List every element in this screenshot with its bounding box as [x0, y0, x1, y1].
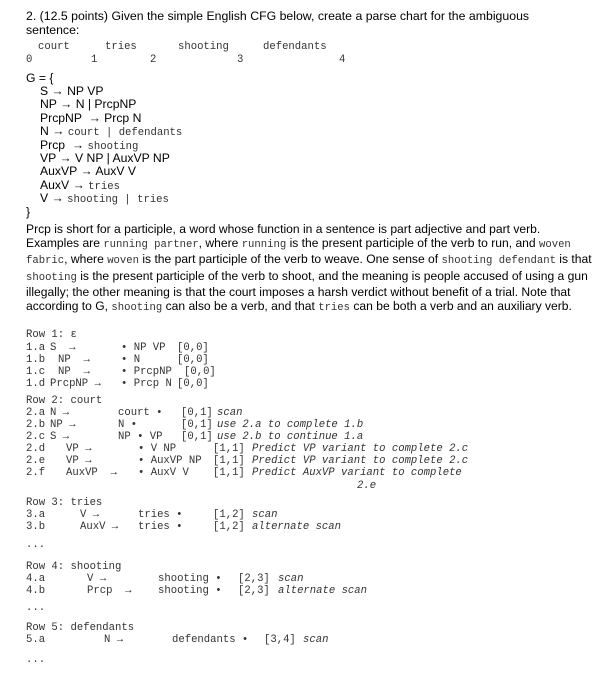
position-index: 1: [91, 54, 98, 66]
chart-item-span: [1,1]: [213, 443, 245, 455]
chart-item-span: [0,1]: [181, 419, 213, 431]
grammar-rule: N → court | defendants: [40, 124, 183, 139]
chart-item-id: 1.a: [26, 342, 46, 354]
chart-item-rhs: • PrcpNP: [121, 366, 172, 378]
chart-item-lhs: S →: [50, 431, 70, 443]
chart-item-note: alternate scan: [252, 521, 342, 533]
chart-item-id: 2.e: [26, 455, 46, 467]
grammar-rule: S → NP VP: [40, 84, 104, 98]
chart-item-note-continuation: 2.e: [357, 480, 377, 492]
chart-row-header: Row 2: court: [26, 395, 103, 407]
chart-item-span: [0,1]: [181, 407, 213, 419]
chart-item-lhs: V →: [80, 509, 100, 521]
chart-item-lhs: V →: [87, 573, 107, 585]
ellipsis: ...: [26, 539, 46, 551]
chart-item-span: [0,0]: [177, 378, 209, 390]
grammar-rule: PrcpNP → Prcp N: [40, 111, 142, 125]
chart-row-header: Row 1: ε: [26, 329, 77, 341]
sentence-word: shooting: [178, 41, 229, 53]
chart-row-header: Row 5: defendants: [26, 622, 135, 634]
chart-item-rhs: • AuxV V: [138, 467, 189, 479]
chart-item-span: [3,4]: [264, 634, 296, 646]
sentence-word: tries: [105, 41, 137, 53]
chart-item-note: Predict AuxVP variant to complete: [252, 467, 462, 479]
grammar-rule: NP → N | PrcpNP: [40, 97, 137, 111]
chart-item-id: 2.d: [26, 443, 46, 455]
grammar-rule: V → shooting | tries: [40, 191, 169, 206]
chart-item-lhs: PrcpNP →: [50, 378, 101, 390]
chart-item-rhs: tries •: [138, 509, 183, 521]
chart-item-lhs: NP →: [58, 354, 90, 366]
chart-item-note: Predict VP variant to complete 2.c: [252, 443, 469, 455]
chart-item-lhs: S →: [50, 342, 76, 354]
question-line-1: 2. (12.5 points) Given the simple English CFG below, create a parse chart for the ambiguous: [26, 9, 530, 23]
chart-item-rhs: • NP VP: [121, 342, 166, 354]
chart-row-header: Row 4: shooting: [26, 561, 122, 573]
chart-item-id: 2.f: [26, 467, 46, 479]
chart-item-lhs: NP →: [58, 366, 90, 378]
chart-item-rhs: • AuxVP NP: [138, 455, 202, 467]
position-index: 2: [150, 54, 157, 66]
chart-item-span: [1,2]: [213, 509, 245, 521]
chart-item-rhs: • V NP: [138, 443, 177, 455]
sentence-word: defendants: [263, 41, 327, 53]
question-line-2: sentence:: [26, 23, 80, 37]
chart-item-note: scan: [217, 407, 243, 419]
chart-item-note: scan: [303, 634, 329, 646]
chart-item-id: 4.a: [26, 573, 46, 585]
chart-item-rhs: court •: [118, 407, 163, 419]
chart-item-rhs: NP • VP: [118, 431, 163, 443]
chart-item-span: [1,1]: [213, 467, 245, 479]
grammar-open: G = {: [26, 71, 54, 85]
chart-row-header: Row 3: tries: [26, 497, 103, 509]
chart-item-span: [0,0]: [177, 354, 209, 366]
participle-explanation: Prcp is short for a participle, a word whose function in a sentence is part adjective and part verb. Examples are running partner, where running is the present participle of the verb to run, and woven fabric, where woven is the part participle of the verb to weave. One sense of shooting defendant is that shooting is the present participle of the verb to shoot, and the meaning is people accused of using a gun illegally; the other meaning is that the court imposes a harsh verdict without benefit of a trial. Note that according to G, shooting can also be a verb, and that tries can be both a verb and an auxiliary verb.: [26, 222, 592, 315]
chart-item-lhs: N →: [50, 407, 70, 419]
chart-item-lhs: NP →: [50, 419, 76, 431]
chart-item-id: 2.b: [26, 419, 46, 431]
chart-item-id: 1.d: [26, 378, 46, 390]
sentence-word: court: [38, 41, 70, 53]
chart-item-id: 1.c: [26, 366, 46, 378]
ellipsis: ...: [26, 602, 46, 614]
chart-item-lhs: N →: [104, 634, 124, 646]
chart-item-id: 5.a: [26, 634, 46, 646]
position-index: 3: [237, 54, 244, 66]
chart-item-rhs: tries •: [138, 521, 183, 533]
chart-item-span: [0,0]: [184, 366, 216, 378]
chart-item-span: [1,2]: [213, 521, 245, 533]
chart-item-rhs: shooting •: [158, 573, 222, 585]
chart-item-lhs: AuxV →: [80, 521, 119, 533]
chart-item-id: 1.b: [26, 354, 46, 366]
grammar-close: }: [26, 205, 31, 219]
chart-item-span: [1,1]: [213, 455, 245, 467]
chart-item-span: [2,3]: [238, 585, 270, 597]
chart-item-rhs: • N: [121, 354, 141, 366]
chart-item-lhs: AuxVP →: [66, 467, 117, 479]
ellipsis: ...: [26, 654, 46, 666]
position-index: 4: [339, 54, 346, 66]
chart-item-lhs: Prcp →: [87, 585, 132, 597]
grammar-rule: AuxV → tries: [40, 178, 120, 193]
chart-item-id: 2.c: [26, 431, 46, 443]
chart-item-note: scan: [278, 573, 304, 585]
chart-item-lhs: VP →: [66, 443, 92, 455]
chart-item-note: Predict VP variant to complete 2.c: [252, 455, 469, 467]
grammar-rule: VP → V NP | AuxVP NP: [40, 151, 170, 165]
chart-item-rhs: N •: [118, 419, 138, 431]
chart-item-id: 3.b: [26, 521, 46, 533]
chart-item-rhs: defendants •: [172, 634, 249, 646]
position-index: 0: [26, 54, 33, 66]
grammar-rule: AuxVP → AuxV V: [40, 164, 136, 178]
chart-item-rhs: shooting •: [158, 585, 222, 597]
chart-item-id: 4.b: [26, 585, 46, 597]
chart-item-id: 3.a: [26, 509, 46, 521]
chart-item-note: use 2.b to continue 1.a: [217, 431, 364, 443]
chart-item-lhs: VP →: [66, 455, 92, 467]
chart-item-rhs: • Prcp N: [121, 378, 172, 390]
chart-item-span: [0,1]: [181, 431, 213, 443]
chart-item-note: use 2.a to complete 1.b: [217, 419, 364, 431]
chart-item-note: scan: [252, 509, 278, 521]
chart-item-span: [2,3]: [238, 573, 270, 585]
chart-item-id: 2.a: [26, 407, 46, 419]
grammar-rule: Prcp → shooting: [40, 138, 139, 153]
chart-item-note: alternate scan: [278, 585, 368, 597]
chart-item-span: [0,0]: [177, 342, 209, 354]
